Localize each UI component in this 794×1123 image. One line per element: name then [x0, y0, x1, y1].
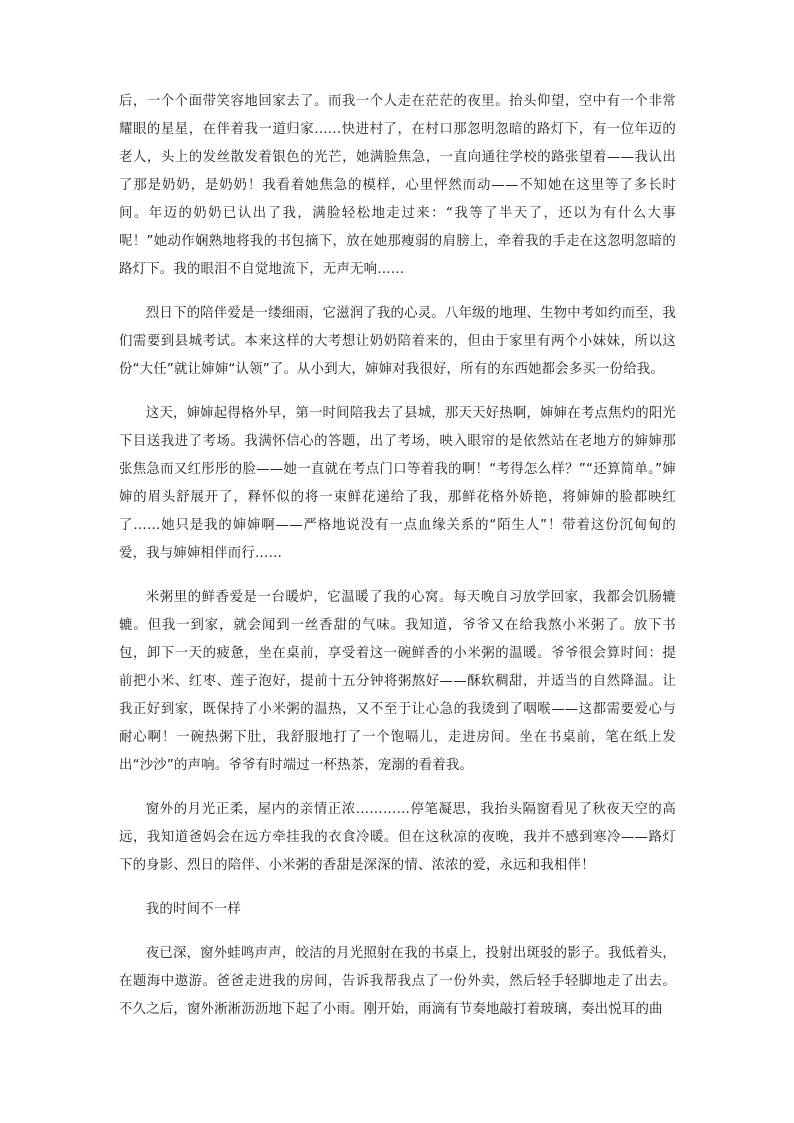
paragraph-millet-porridge: 米粥里的鲜香爱是一台暖炉，它温暖了我的心窝。每天晚自习放学回家，我都会饥肠辘辘。但我一到家，就会闻到一丝香甜的气味。我知道，爷爷又在给我熬小米粥了。放下书包，卸下一天的疲惫，坐在桌前，享受着这一碗鲜香的小米粥的温暖。爷爷很会算时间：提前把小米、红枣、莲子泡好，提前十五分钟将粥熬好——酥软稠甜，并适当的自然降温。让我正好到家，既保持了小米粥的温热，又不至于让心急的我烫到了咽喉——这都需要爱心与耐心啊！一碗热粥下肚，我舒服地打了一个饱嗝儿，走进房间。坐在书桌前，笔在纸上发出“沙沙”的声响。爷爷有时端过一杯热茶，宠溺的看着我。 — [119, 590, 676, 773]
paragraph-moonlight-ending: 窗外的月光正柔，屋内的亲情正浓…………停笔凝思，我抬头隔窗看见了秋夜天空的高远，我知道爸妈会在远方牵挂我的衣食冷暖。但在这秋凉的夜晚，我并不感到寒冷——路灯下的身影、烈日的陪伴、小米粥的香甜是深深的情、浓浓的爱，永远和我相伴！ — [119, 802, 676, 873]
paragraph-night-road: 后，一个个面带笑容地回家去了。而我一个人走在茫茫的夜里。抬头仰望，空中有一个非常耀眼的星星，在伴着我一道归家……快进村了，在村口那忽明忽暗的路灯下，有一位年迈的老人，头上的发丝散发着银色的光芒，她满脸焦急，一直向通往学校的路张望着——我认出了那是奶奶，是奶奶！我看着她焦急的模样，心里怦然而动——不知她在这里等了多长时间。年迈的奶奶已认出了我，满脸轻松地走过来：“我等了半天了，还以为有什么大事呢！”她动作娴熟地将我的书包摘下，放在她那瘦弱的肩膀上，牵着我的手走在这忽明忽暗的路灯下。我的眼泪不自觉地流下，无声无响…… — [119, 94, 676, 277]
paragraph-late-night: 夜已深，窗外蛙鸣声声，皎洁的月光照射在我的书桌上，投射出斑驳的影子。我低着头，在题海中遨游。爸爸走进我的房间，告诉我帮我点了一份外卖，然后轻手轻脚地走了出去。不久之后，窗外淅淅沥沥地下起了小雨。刚开始，雨滴有节奏地敲打着玻璃，奏出悦耳的曲 — [119, 946, 676, 1017]
paragraph-sun-companion: 烈日下的陪伴爱是一缕细雨，它滋润了我的心灵。八年级的地理、生物中考如约而至，我们需要到县城考试。本来这样的大考想让奶奶陪着来的，但由于家里有两个小妹妹，所以这份“大任”就让婶婶“认领”了。从小到大，婶婶对我很好，所有的东西她都会多买一份给我。 — [119, 306, 676, 377]
essay-body — [119, 88, 676, 1040]
paragraph-exam-day: 这天，婶婶起得格外早，第一时间陪我去了县城，那天天好热啊，婶婶在考点焦灼的阳光下目送我进了考场。我满怀信心的答题，出了考场，映入眼帘的是依然站在老地方的婶婶那张焦急而又红彤彤的脸——她一直就在考点门口等着我的啊！“考得怎么样？”“还算简单。”婶婶的眉头舒展开了，释怀似的将一束鲜花递给了我，那鲜花格外娇艳，将婶婶的脸都映红了……她只是我的婶婶啊——严格地说没有一点血缘关系的“陌生人”！带着这份沉甸甸的爱，我与婶婶相伴而行…… — [119, 406, 676, 561]
essay-title-my-time: 我的时间不一样 — [145, 902, 241, 917]
